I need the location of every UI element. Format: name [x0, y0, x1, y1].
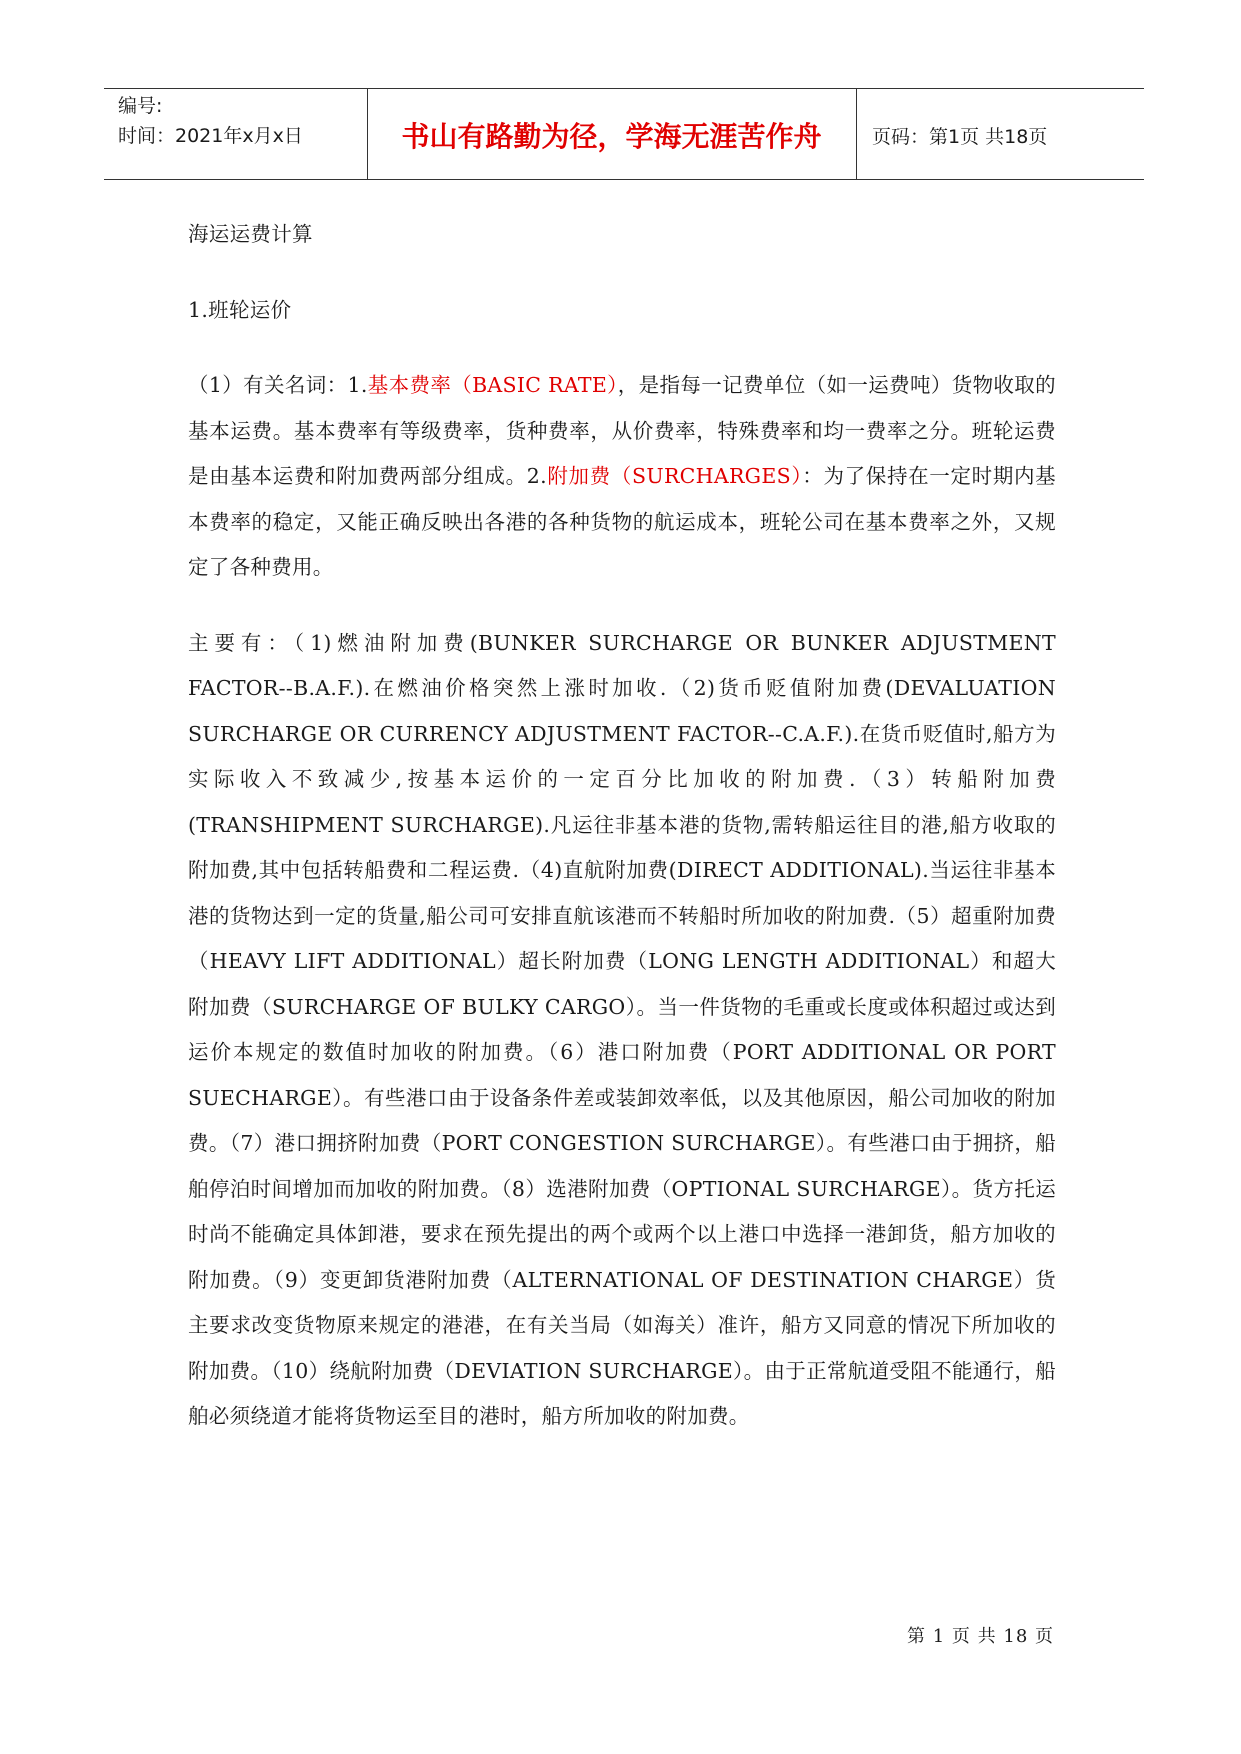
page-header [104, 88, 1144, 180]
document-title: 海运运费计算 [188, 222, 313, 246]
header-motto: 书山有路勤为径，学海无涯苦作舟 [401, 120, 822, 153]
para2-text: （1)燃油附加费(BUNKER SURCHARGE OR BUNKER ADJUSTMENT FACTOR--B.A.F.).在燃油价格突然上涨时加收.（2)货币贬值附加费(DEVALUATION SURCHARGE OR CURRENCY ADJUSTMENT FACTOR--C.A.F.).在货币贬值时,船方为实际收入不致减少,按基本运价的一定百分比加收的附加费.（3）转船附加费(TRANSHIPMENT SURCHARGE).凡运往非基本港的货物,需转船运往目的港,船方收取的附加费,其中包括转船费和二程运费.（4)直航附加费(DIRECT ADDITIONAL).当运往非基本港的货物达到一定的货量,船公司可安排直航该港而不转船时所加收的附加费.（5）超重附加费（HEAVY LIFT ADDITIONAL）超长附加费（LONG LENGTH ADDITIONAL）和超大附加费（SURCHARGE OF BULKY CARGO）。当一件货物的毛重或长度或体积超过或达到运价本规定的数值时加收的附加费。（6）港口附加费（PORT ADDITIONAL OR PORT SUECHARGE）。有些港口由于设备条件差或装卸效率低，以及其他原因，船公司加收的附加费。（7）港口拥挤附加费（PORT CONGESTION SURCHARGE）。有些港口由于拥挤，船舶停泊时间增加而加收的附加费。（8）选港附加费（OPTIONAL SURCHARGE）。货方托运时尚不能确定具体卸港，要求在预先提出的两个或两个以上港口中选择一港卸货，船方加收的附加费。（9）变更卸货港附加费（ALTERNATIONAL OF DESTINATION CHARGE）货主要求改变货物原来规定的港港，在有关当局（如海关）准许，船方又同意的情况下所加收的附加费。（10）绕航附加费（DEVIATION SURCHARGE）。由于正常航道受阻不能通行，船舶必须绕道才能将货物运至目的港时，船方所加收的附加费。 [188, 630, 1056, 1428]
term-basic-rate: 基本费率（BASIC RATE） [367, 373, 618, 397]
para2-lead: 主要有： [188, 630, 294, 655]
paragraph-surcharge-list [188, 621, 1056, 1440]
doc-time-label: 时间：2021年x月x日 [118, 125, 303, 147]
header-page-info: 页码：第1页 共18页 [872, 125, 1048, 148]
doc-number-label: 编号: [118, 95, 163, 117]
document-body [188, 212, 1056, 1440]
section-heading: 1.班轮运价 [188, 297, 292, 322]
para1-prefix: （1）有关名词：1. [188, 373, 368, 397]
header-divider [856, 89, 857, 179]
page-footer: 第 1 页 共 18 页 [907, 1626, 1054, 1647]
para1-text2: ：为了保持在一定时期内基本费率的稳定，又能正确反映出各港的各种货物的航运成本，班轮公司在基本费率之外，又规定了各种费用。 [188, 464, 1056, 579]
paragraph-definitions [188, 363, 1056, 591]
para1-text1: ，是指每一记费单位（如一运费吨）货物收取的基本运费。基本费率有等级费率，货种费率，从价费率，特殊费率和均一费率之分。班轮运费是由基本运费和附加费两部分组成。2. [188, 373, 1056, 488]
term-surcharges: 附加费（SURCHARGES） [546, 464, 803, 488]
header-meta [118, 91, 303, 151]
